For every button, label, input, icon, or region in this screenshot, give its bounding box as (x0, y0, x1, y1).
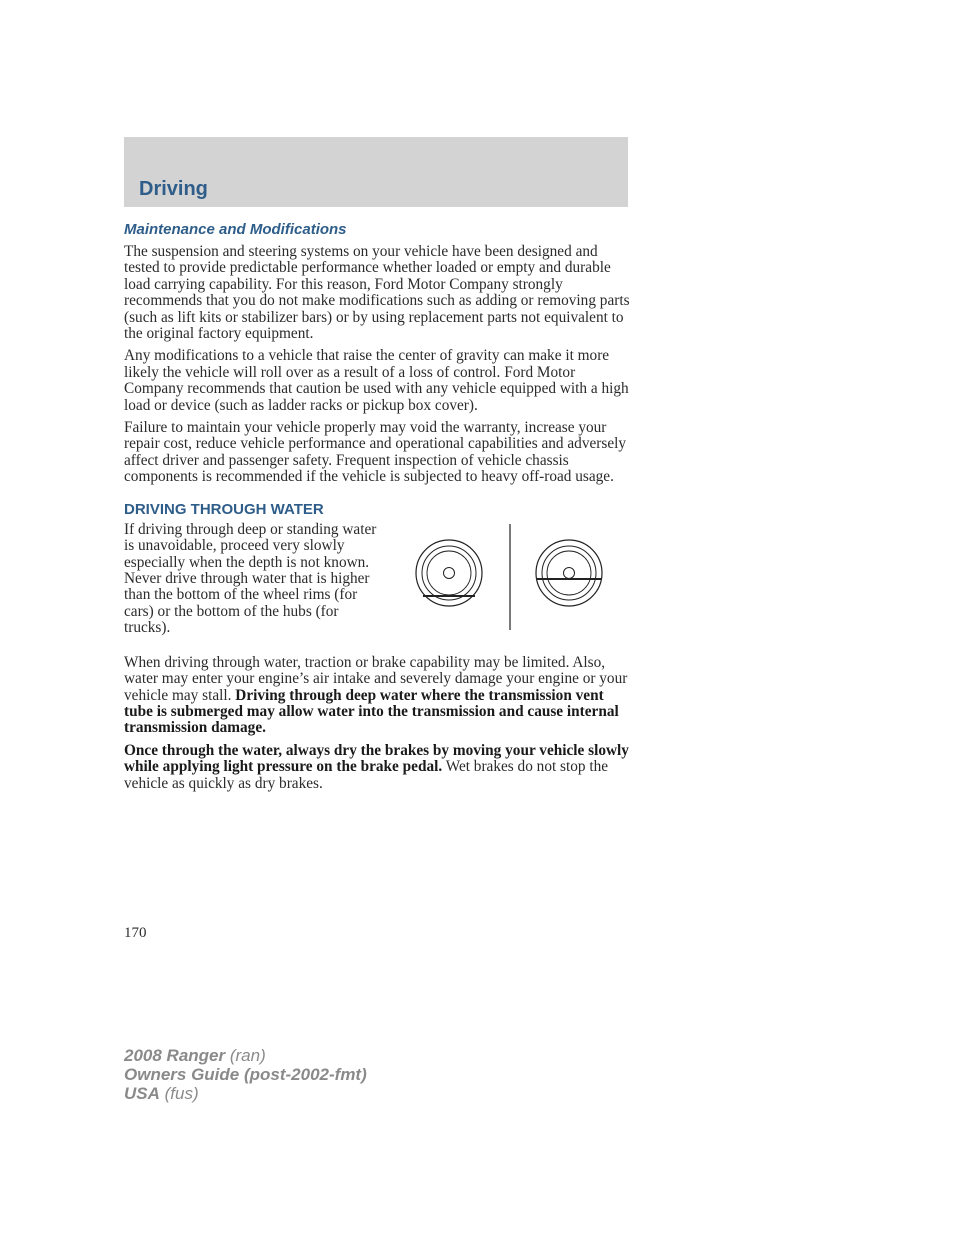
maintenance-paragraph-1: The suspension and steering systems on your vehicle have been designed and tested to provide predictable performance whether loaded or empty and durable load carrying capability. For this reason, Ford Motor Company strongly recommends that you do not make modifications such as adding or removing parts (such as lift kits or stabilizer bars) or by using replacement parts not equivalent to the original factory equipment. (124, 243, 630, 343)
document-footer (124, 1046, 367, 1103)
wheel-water-level-illustration (414, 524, 604, 632)
water-paragraph-3 (124, 743, 630, 792)
maintenance-paragraph-3: Failure to maintain your vehicle properly may void the warranty, increase your repair cost, reduce vehicle performance and operational capabilities and adversely affect driver and passenger safety. Frequent inspection of vehicle chassis components is recommended if the vehicle is subjected to heavy off-road usage. (124, 419, 627, 486)
truck-wheel-icon (536, 540, 602, 606)
footer-model-code: (ran) (225, 1046, 266, 1065)
water-intro-paragraph: If driving through deep or standing water is unavoidable, proceed very slowly especially when the depth is not known. Never drive through water that is higher than the bottom of the wheel rims (for cars) or the bottom of the hubs (for trucks). (124, 520, 377, 637)
maintenance-heading: Maintenance and Modifications (124, 221, 347, 238)
page-content (124, 220, 630, 798)
water-paragraph-2 (124, 655, 630, 737)
water-p2-text: When driving through water, traction or brake capability may be limited. Also, water may enter your engine’s air intake and severely damage your engine or your vehicle may stall. (124, 653, 628, 704)
water-heading: DRIVING THROUGH WATER (124, 500, 324, 518)
water-intro-row (124, 522, 630, 652)
section-header-band (124, 137, 628, 207)
footer-line-2 (124, 1065, 367, 1084)
footer-guide: Owners Guide (post-2002-fmt) (124, 1065, 367, 1084)
car-wheel-icon (416, 540, 482, 606)
footer-model: 2008 Ranger (124, 1046, 226, 1065)
footer-market: USA (124, 1084, 160, 1103)
page-number: 170 (124, 925, 147, 941)
water-p3-warning: Once through the water, always dry the brakes by moving your vehicle slowly while applying light pressure on the brake pedal. (124, 741, 629, 776)
section-title: Driving (139, 178, 208, 200)
footer-market-code: (fus) (159, 1084, 199, 1103)
maintenance-paragraph-2: Any modifications to a vehicle that raise the center of gravity can make it more likely the vehicle will roll over as a result of a loss of control. Ford Motor Company recommends that caution be used with any vehicle equipped with a high load or device (such as ladder racks or pickup box cover). (124, 347, 629, 414)
footer-line-1 (124, 1046, 367, 1065)
footer-line-3 (124, 1084, 367, 1103)
water-p3-text: Wet brakes do not stop the vehicle as quickly as dry brakes. (124, 758, 609, 792)
water-p2-warning: Driving through deep water where the transmission vent tube is submerged may allow water into the transmission and cause internal transmission damage. (124, 686, 619, 737)
